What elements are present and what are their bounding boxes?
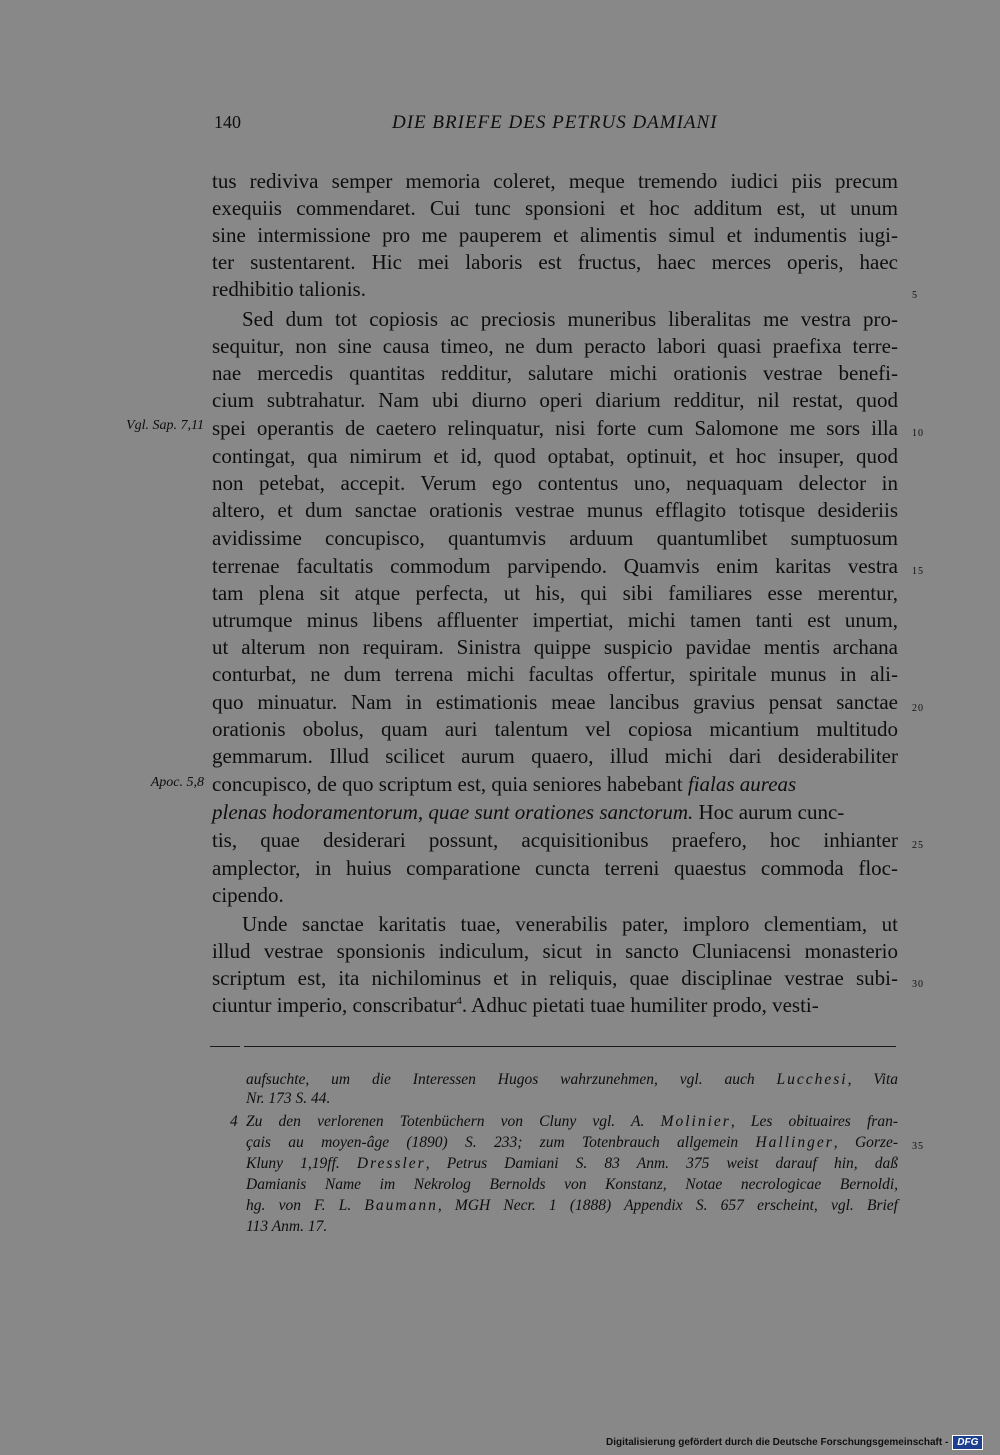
author-name: Molinier [660, 1113, 731, 1130]
text-span: aufsuchte, um die Interessen Hugos wahrzunehmen, vgl. auch [246, 1071, 777, 1088]
footnote-line [246, 1153, 898, 1174]
footnote-line [246, 1069, 898, 1090]
text-span: , MGH Necr. 1 (1888) Appendix S. 657 erscheint, vgl. Brief [437, 1197, 898, 1214]
footnote-number: 4 [230, 1113, 238, 1130]
line-number: 20 [912, 703, 924, 714]
text-line: quo minuatur. Nam in estimationis meae lancibus gravius pensat sanctae [212, 690, 898, 714]
author-name: Baumann [364, 1197, 438, 1214]
text-span: ciuntur imperio, conscribatur [212, 993, 457, 1017]
author-name: Dressler [356, 1155, 426, 1172]
author-name: Lucchesi [776, 1071, 848, 1088]
footnote-line [246, 1195, 898, 1216]
text-line [212, 771, 898, 798]
text-line: ut alterum non requiram. Sinistra quippe suspicio pavidae mentis archana [212, 635, 898, 659]
margin-reference: Apoc. 5,8 [150, 775, 204, 790]
line-number: 15 [912, 566, 924, 577]
text-span: , Vita [847, 1071, 898, 1088]
text-line: tam plena sit atque perfecta, ut his, qui sibi familiares esse merentur, [212, 581, 898, 605]
text-line: nae mercedis quantitas redditur, salutare michi orationis vestrae benefi- [212, 361, 898, 385]
text-line: orationis obolus, quam auri talentum vel copiosa micantium multitudo [212, 717, 898, 741]
margin-reference: Vgl. Sap. 7,11 [126, 418, 204, 433]
credit-text: Digitalisierung gefördert durch die Deutsche Forschungsgemeinschaft - [606, 1437, 949, 1448]
text-line: gemmarum. Illud scilicet aurum quaero, illud michi dari desiderabiliter [212, 744, 898, 768]
footnote-line: 113 Anm. 17. [246, 1218, 328, 1235]
text-span: Kluny 1,19ff. [246, 1155, 357, 1172]
text-line: tus rediviva semper memoria coleret, meque tremendo iudici piis precum [212, 169, 898, 193]
digitization-credit [606, 1435, 983, 1450]
page-number: 140 [214, 112, 241, 132]
text-span: çais au moyen-âge (1890) S. 233; zum Totenbrauch allgemein [246, 1134, 756, 1151]
text-line: contingat, qua nimirum et id, quod optabat, optinuit, et hoc insuper, quod [212, 444, 898, 468]
line-number: 10 [912, 428, 924, 439]
line-number: 5 [912, 290, 918, 301]
text-line: terrenae facultatis commodum parvipendo. Quamvis enim karitas vestra [212, 554, 898, 578]
text-line: redhibitio talionis. [212, 277, 366, 301]
text-line: cipendo. [212, 883, 284, 907]
text-line: ter sustentarent. Hic mei laboris est fructus, haec merces operis, haec [212, 250, 898, 274]
author-name: Hallinger [755, 1134, 834, 1151]
text-line: scriptum est, ita nichilominus et in reliquis, quae disciplinae vestrae subi- [212, 966, 898, 990]
text-span: Zu den verlorenen Totenbüchern von Cluny vgl. A. [246, 1113, 661, 1130]
text-line: avidissime concupisco, quantumvis arduum quantumlibet sumptuosum [212, 526, 898, 550]
italic-phrase: plenas hodoramentorum, quae sunt orationes sanctorum. [212, 800, 694, 824]
text-line: exequiis commendaret. Cui tunc sponsioni et hoc additum est, ut unum [212, 196, 898, 220]
text-line: conturbat, ne dum terrena michi facultas offertur, spiritale munus in ali- [212, 662, 898, 686]
italic-phrase: fialas aureas [687, 772, 797, 796]
text-span: hg. von F. L. [246, 1197, 365, 1214]
text-span: , Petrus Damiani S. 83 Anm. 375 weist darauf hin, daß [425, 1155, 899, 1172]
text-span: . Adhuc pietati tuae humiliter prodo, vesti- [461, 993, 819, 1017]
text-span: , Les obituaires fran- [730, 1113, 898, 1130]
text-span: , Gorze- [833, 1134, 898, 1151]
text-line: sequitur, non sine causa timeo, ne dum peracto labori quasi praefixa terre- [212, 334, 898, 358]
text-line: spei operantis de caetero relinquatur, nisi forte cum Salomone me sors illa [212, 416, 898, 440]
text-line: Unde sanctae karitatis tuae, venerabilis pater, imploro clementiam, ut [242, 912, 898, 936]
text-line: illud vestrae sponsionis indiculum, sicut in sancto Cluniacensi monasterio [212, 939, 898, 963]
footnote-line: Nr. 173 S. 44. [246, 1090, 331, 1107]
text-line [212, 992, 898, 1019]
text-span: concupisco, de quo scriptum est, quia seniores habebant [212, 772, 688, 796]
footnote-rule [210, 1046, 240, 1047]
footnote-rule [244, 1046, 896, 1047]
line-number: 30 [912, 979, 924, 990]
text-line: non petebat, accepit. Verum ego contentus uno, nequaquam delector in [212, 471, 898, 495]
footnote-line [246, 1132, 898, 1153]
text-line: utrumque minus libens affluenter impertiat, michi tamen tanti est unum, [212, 608, 898, 632]
dfg-logo: DFG [952, 1435, 983, 1450]
text-line: tis, quae desiderari possunt, acquisitionibus praefero, hoc inhianter [212, 828, 898, 852]
footnote-line [246, 1111, 898, 1132]
text-line: Sed dum tot copiosis ac preciosis muneribus liberalitas me vestra pro- [242, 307, 898, 331]
text-line: sine intermissione pro me pauperem et alimentis simul et indumentis iugi- [212, 223, 898, 247]
text-line: cium subtrahatur. Nam ubi diurno operi diarium redditur, nil restat, quod [212, 388, 898, 412]
line-number: 25 [912, 840, 924, 851]
running-title: DIE BRIEFE DES PETRUS DAMIANI [392, 112, 718, 133]
footnote-line: Damianis Name im Nekrolog Bernolds von Konstanz, Notae necrologicae Bernoldi, [246, 1176, 898, 1193]
text-line [212, 799, 898, 826]
text-line: altero, et dum sanctae orationis vestrae munus efflagito totisque desideriis [212, 498, 898, 522]
text-line: amplector, in huius comparatione cuncta terreni quaestus commoda floc- [212, 856, 898, 880]
text-span: Hoc aurum cunc- [693, 800, 845, 824]
footnote-marker: 4 [456, 995, 462, 1007]
line-number: 35 [912, 1141, 924, 1152]
